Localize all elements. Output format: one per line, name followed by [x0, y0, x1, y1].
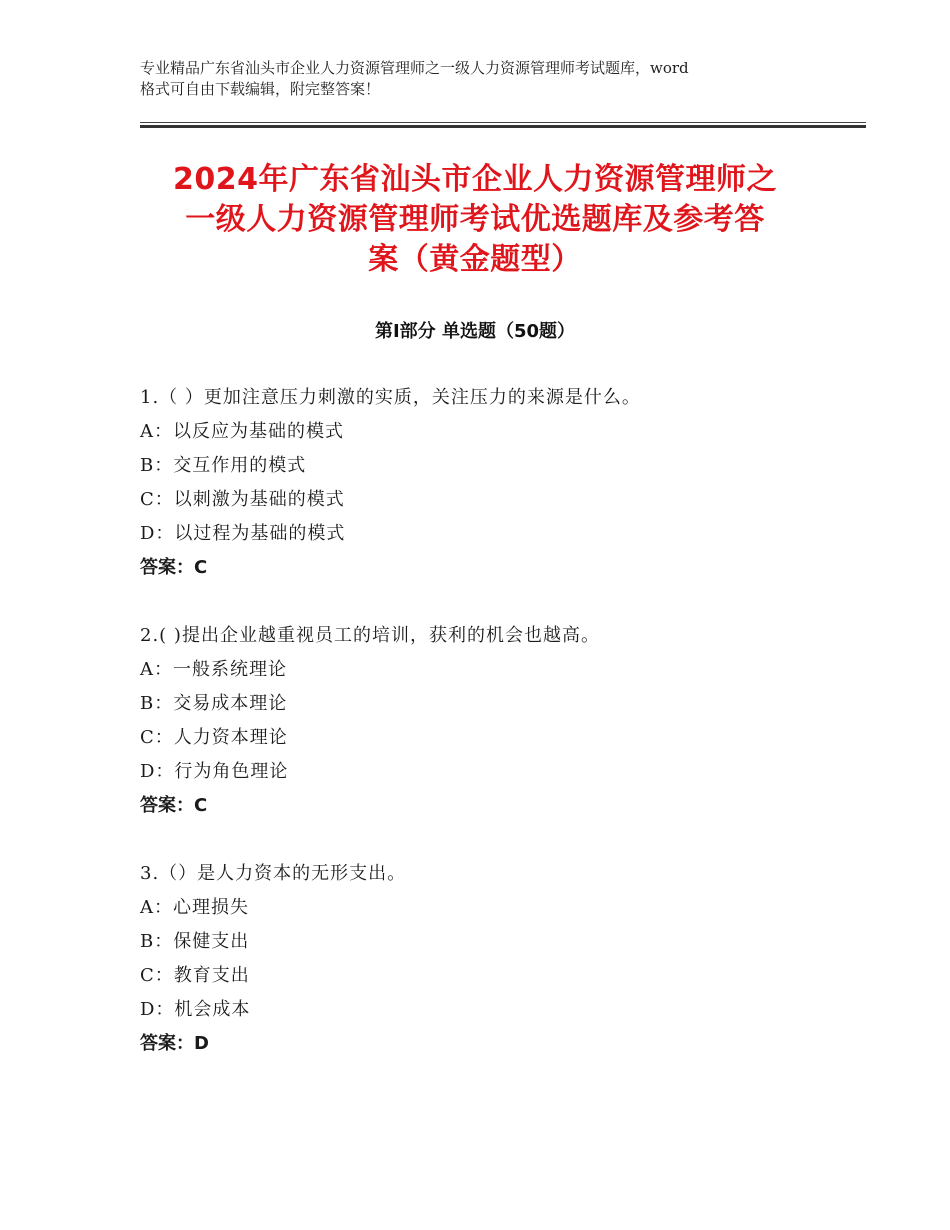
option-c: C：教育支出: [140, 965, 250, 986]
divider-thick-line: [140, 125, 866, 128]
option-b: B：保健支出: [140, 931, 250, 952]
option-a: A：一般系统理论: [140, 659, 287, 680]
answer: 答案：C: [140, 795, 208, 816]
document-title-line-1: 2024年广东省汕头市企业人力资源管理师之: [173, 162, 777, 197]
document-title-line-2: 一级人力资源管理师考试优选题库及参考答: [185, 202, 765, 237]
question-2: [140, 619, 840, 823]
option-d: D：机会成本: [140, 999, 251, 1020]
header-note-line-1: 专业精品广东省汕头市企业人力资源管理师之一级人力资源管理师考试题库，word: [140, 59, 689, 77]
option-d: D：以过程为基础的模式: [140, 523, 346, 544]
header-note-line-2: 格式可自由下载编辑，附完整答案！: [140, 80, 381, 98]
option-d: D：行为角色理论: [140, 761, 289, 782]
option-b: B：交互作用的模式: [140, 455, 307, 476]
answer: 答案：D: [140, 1033, 209, 1054]
option-c: C：人力资本理论: [140, 727, 288, 748]
question-1: [140, 381, 840, 585]
question-list: [140, 381, 840, 1095]
option-a: A：心理损失: [140, 897, 249, 918]
question-stem: 2.( )提出企业越重视员工的培训，获利的机会也越高。: [140, 625, 600, 646]
option-c: C：以刺激为基础的模式: [140, 489, 345, 510]
option-a: A：以反应为基础的模式: [140, 421, 344, 442]
header-divider: [140, 122, 866, 128]
answer: 答案：C: [140, 557, 208, 578]
question-stem: 1.（ ）更加注意压力刺激的实质，关注压力的来源是什么。: [140, 387, 641, 408]
option-b: B：交易成本理论: [140, 693, 288, 714]
document-title: [120, 160, 830, 280]
divider-thin-line: [140, 122, 866, 123]
header-note: [140, 58, 820, 100]
question-3: [140, 857, 840, 1061]
question-stem: 3.（）是人力资本的无形支出。: [140, 863, 407, 884]
document-title-line-3: 案（黄金题型）: [368, 242, 582, 277]
section-title: 第Ⅰ部分 单选题（50题）: [374, 321, 575, 342]
